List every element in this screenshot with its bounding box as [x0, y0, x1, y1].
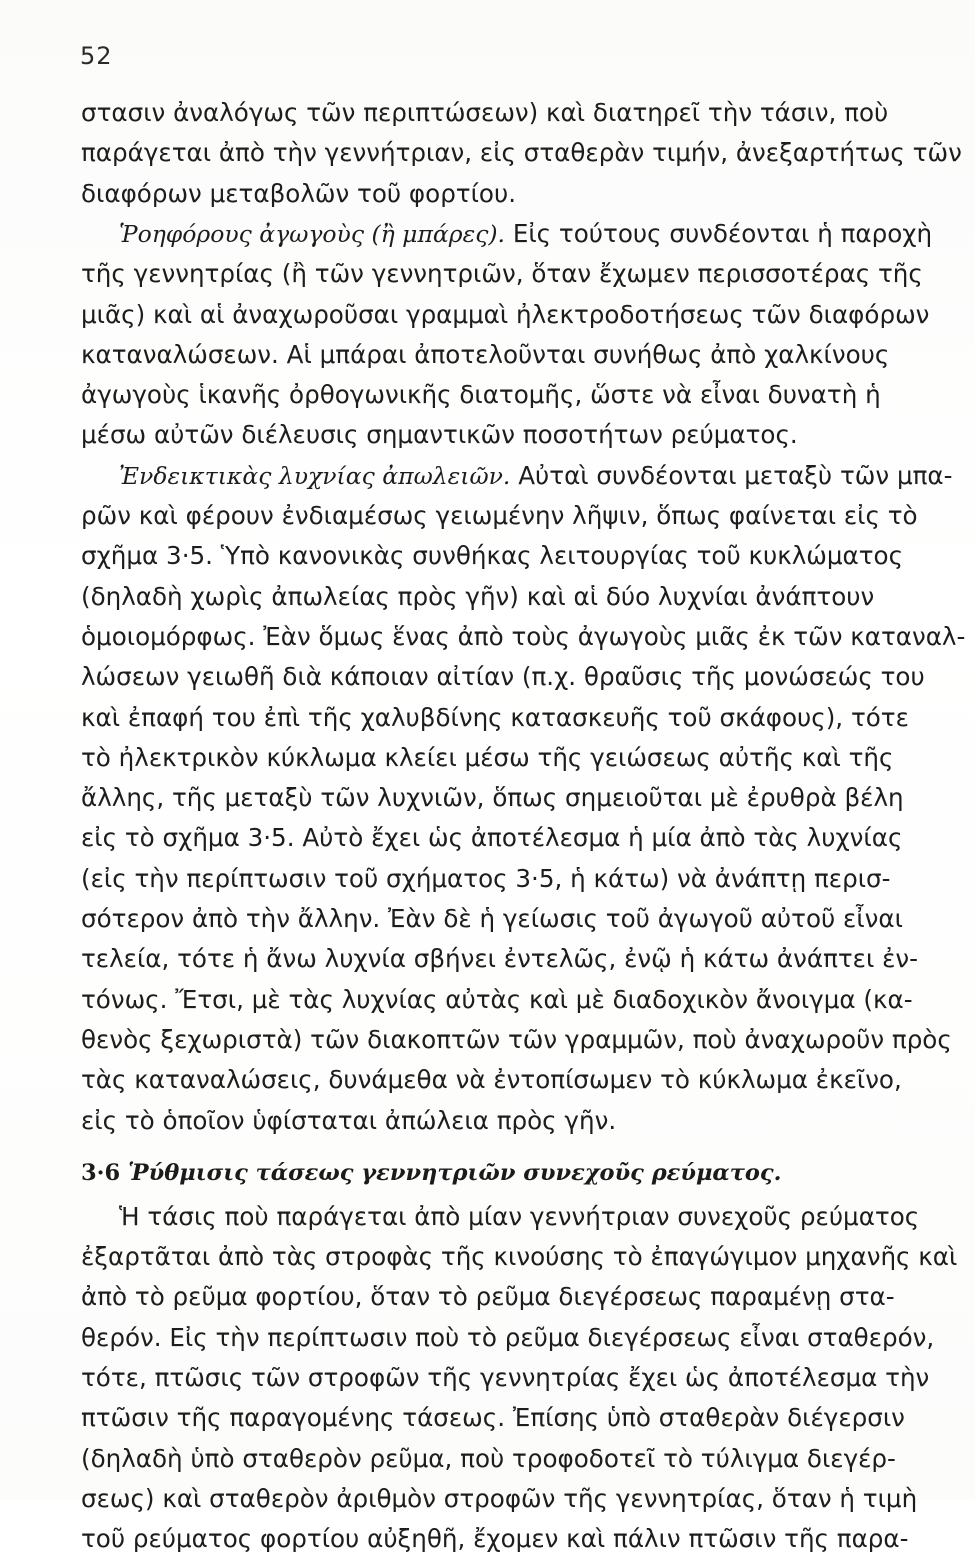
text-line: Ἡ τάσις ποὺ παράγεται ἀπὸ μίαν γεννήτριαν συνεχοῦς ρεύματος [119, 1201, 920, 1231]
section-number: 3·6 [81, 1159, 121, 1186]
italic-lead-term: Ῥοηφόρους ἀγωγοὺς (ἢ μπάρες). [119, 219, 505, 248]
text-line: σεως) καὶ σταθερὸν ἀριθμὸν στροφῶν τῆς γεννητρίας, ὅταν ἡ τιμὴ [81, 1483, 918, 1513]
text-line: εἰς τὸ σχῆμα 3·5. Αὐτὸ ἔχει ὡς ἀποτέλεσμα ἡ μία ἀπὸ τὰς λυχνίας [81, 823, 903, 853]
text-line: στασιν ἀναλόγως τῶν περιπτώσεων) καὶ διατηρεῖ τὴν τάσιν, ποὺ [81, 98, 889, 127]
text-line: ἄλλης, τῆς μεταξὺ τῶν λυχνιῶν, ὅπως σημειοῦται μὲ ἐρυθρὰ βέλη [81, 783, 904, 813]
text-line: (δηλαδὴ ὑπὸ σταθερὸν ρεῦμα, ποὺ τροφοδοτεῖ τὸ τύλιγμα διεγέρ- [81, 1443, 896, 1473]
text-line: θερόν. Εἰς τὴν περίπτωσιν ποὺ τὸ ρεῦμα διεγέρσεως εἶναι σταθερόν, [81, 1322, 935, 1352]
text-line: τῆς γεννητρίας (ἢ τῶν γεννητριῶν, ὅταν ἔχωμεν περισσοτέρας τῆς [81, 259, 923, 289]
paragraph-lead-line [119, 219, 932, 249]
text-line: μέσω αὐτῶν διέλευσις σημαντικῶν ποσοτήτων ρεύματος. [81, 420, 798, 450]
text-line: τοῦ ρεύματος φορτίου αὐξηθῆ, ἔχομεν καὶ πάλιν πτῶσιν τῆς παρα- [81, 1524, 909, 1554]
text-line: μιᾶς) καὶ αἱ ἀναχωροῦσαι γραμμαὶ ἠλεκτροδοτήσεως τῶν διαφόρων [81, 299, 930, 329]
text-line: καὶ ἐπαφή του ἐπὶ τῆς χαλυβδίνης κατασκευῆς τοῦ σκάφους), τότε [81, 702, 909, 732]
text-line: ἀπὸ τὸ ρεῦμα φορτίου, ὅταν τὸ ρεῦμα διεγέρσεως παραμένῃ στα- [81, 1282, 895, 1312]
text-line: εἰς τὸ ὁποῖον ὑφίσταται ἀπώλεια πρὸς γῆν. [81, 1105, 617, 1135]
text-line: τότε, πτῶσις τῶν στροφῶν τῆς γεννητρίας ἔχει ὡς ἀποτέλεσμα τὴν [81, 1363, 930, 1392]
text-fragment: Εἰς τούτους συνδέονται ἡ παροχὴ [505, 218, 933, 248]
text-line: πτῶσιν τῆς παραγομένης τάσεως. Ἐπίσης ὑπὸ σταθερὰν διέγερσιν [81, 1403, 905, 1433]
text-line: τὸ ἠλεκτρικὸν κύκλωμα κλείει μέσω τῆς γειώσεως αὐτῆς καὶ τῆς [81, 742, 894, 772]
text-line: σότερον ἀπὸ τὴν ἄλλην. Ἐὰν δὲ ἡ γείωσις τοῦ ἀγωγοῦ αὐτοῦ εἶναι [81, 904, 903, 933]
section-title: Ῥύθμισις τάσεως γεννητριῶν συνεχοῦς ρεύματος. [128, 1159, 782, 1186]
text-line: ἀγωγοὺς ἱκανῆς ὀρθογωνικῆς διατομῆς, ὥστε νὰ εἶναι δυνατὴ ἡ [81, 380, 881, 410]
text-line: σχῆμα 3·5. Ὑπὸ κανονικὰς συνθήκας λειτουργίας τοῦ κυκλώματος [81, 541, 904, 571]
text-line: (δηλαδὴ χωρὶς ἀπωλείας πρὸς γῆν) καὶ αἱ δύο λυχνίαι ἀνάπτουν [81, 581, 875, 611]
text-line: ρῶν καὶ φέρουν ἐνδιαμέσως γειωμένην λῆψιν, ὅπως φαίνεται εἰς τὸ [81, 501, 918, 530]
text-line: ἐξαρτᾶται ἀπὸ τὰς στροφὰς τῆς κινούσης τὸ ἐπαγώγιμον μηχανῆς καὶ [81, 1242, 958, 1272]
text-line: ὁμοιομόρφως. Ἐὰν ὅμως ἕνας ἀπὸ τοὺς ἀγωγοὺς μιᾶς ἐκ τῶν καταναλ- [81, 621, 966, 651]
text-line: τὰς καταναλώσεις, δυνάμεθα νὰ ἐντοπίσωμεν τὸ κύκλωμα ἐκεῖνο, [81, 1065, 902, 1095]
text-line: καταναλώσεων. Αἱ μπάραι ἀποτελοῦνται συνήθως ἀπὸ χαλκίνους [81, 339, 890, 369]
text-line: παράγεται ἀπὸ τὴν γεννήτριαν, εἰς σταθερὰν τιμήν, ἀνεξαρτήτως τῶν [81, 138, 962, 168]
text-line: τελεία, τότε ἡ ἄνω λυχνία σβήνει ἐντελῶς, ἐνῷ ἡ κάτω ἀνάπτει ἐν- [81, 944, 919, 974]
text-line: τόνως. Ἔτσι, μὲ τὰς λυχνίας αὐτὰς καὶ μὲ διαδοχικὸν ἄνοιγμα (κα- [81, 984, 913, 1014]
text-fragment: Αὐταὶ συνδέονται μεταξὺ τῶν μπα- [510, 460, 953, 490]
section-heading [81, 1160, 781, 1186]
italic-lead-term: Ἐνδεικτικὰς λυχνίας ἀπωλειῶν. [119, 461, 511, 490]
paragraph-lead-line [119, 461, 952, 491]
text-line: διαφόρων μεταβολῶν τοῦ φορτίου. [81, 178, 517, 208]
text-line: θενὸς ξεχωριστὰ) τῶν διακοπτῶν τῶν γραμμῶν, ποὺ ἀναχωροῦν πρὸς [81, 1024, 952, 1054]
page-number: 52 [80, 42, 113, 70]
text-line: λώσεων γειωθῆ διὰ κάποιαν αἰτίαν (π.χ. θραῦσις τῆς μονώσεώς του [81, 662, 925, 692]
text-line: (εἰς τὴν περίπτωσιν τοῦ σχήματος 3·5, ἡ κάτω) νὰ ἀνάπτῃ περισ- [81, 863, 891, 893]
